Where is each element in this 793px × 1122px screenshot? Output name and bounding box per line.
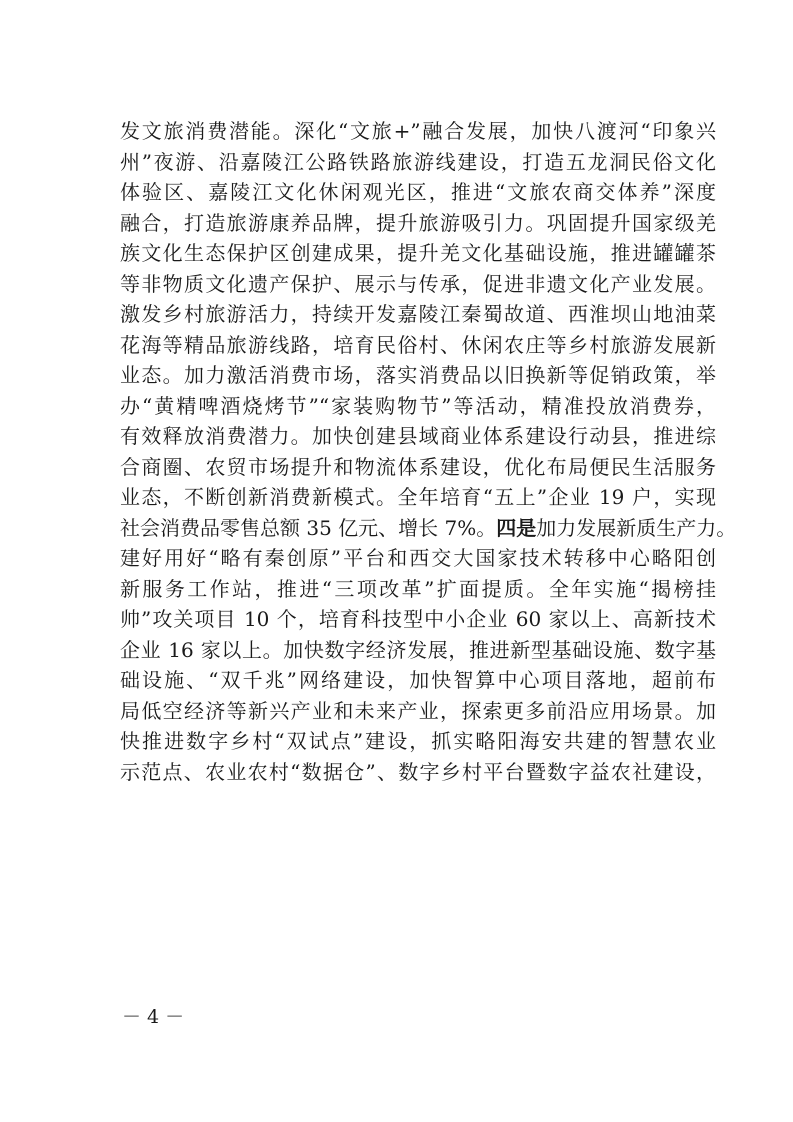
text-line: 局低空经济等新兴产业和未来产业，探索更多前沿应用场景。加 [120, 698, 716, 723]
text-line: 办“黄精啤酒烧烤节”“家装购物节”等活动，精准投放消费券， [120, 393, 716, 418]
text-segment: 社会消费品零售总额 35 亿元、增长 7%。 [120, 515, 497, 540]
text-line: 快推进数字乡村“双试点”建设，抓实略阳海安共建的智慧农业 [120, 729, 716, 753]
emphasis-text: 四是 [496, 515, 537, 540]
text-line: 有效释放消费潜力。加快创建县域商业体系建设行动县，推进综 [120, 424, 716, 448]
text-line: 企业 16 家以上。加快数字经济发展，推进新型基础设施、数字基 [120, 637, 716, 662]
text-line: 发文旅消费潜能。深化“文旅+”融合发展，加快八渡河“印象兴 [120, 119, 716, 143]
text-line-with-emphasis [120, 509, 737, 540]
text-line: 帅”攻关项目 10 个，培育科技型中小企业 60 家以上、高新技术 [120, 607, 716, 631]
text-line: 激发乡村旅游活力，持续开发嘉陵江秦蜀故道、西淮坝山地油菜 [120, 302, 716, 326]
page-number: － 4 － [122, 1006, 185, 1028]
text-line: 新服务工作站，推进“三项改革”扩面提质。全年实施“揭榜挂 [120, 576, 716, 601]
text-line: 体验区、嘉陵江文化休闲观光区，推进“文旅农商交体养”深度 [120, 180, 716, 204]
text-line: 融合，打造旅游康养品牌，提升旅游吸引力。巩固提升国家级羌 [120, 210, 716, 235]
text-line: 示范点、农业农村“数据仓”、数字乡村平台暨数字益农社建设， [120, 759, 716, 784]
text-line: 花海等精品旅游线路，培育民俗村、休闲农庄等乡村旅游发展新 [120, 332, 716, 357]
text-segment: 加力发展新质生产力。 [536, 515, 737, 540]
text-line: 族文化生态保护区创建成果，提升羌文化基础设施，推进罐罐茶 [120, 241, 716, 265]
text-line: 建好用好“略有秦创原”平台和西交大国家技术转移中心略阳创 [120, 546, 716, 570]
text-line: 州”夜游、沿嘉陵江公路铁路旅游线建设，打造五龙洞民俗文化 [120, 149, 716, 174]
text-line: 业态，不断创新消费新模式。全年培育“五上”企业 19 户，实现 [120, 485, 716, 509]
text-line: 业态。加力激活消费市场，落实消费品以旧换新等促销政策，举 [120, 363, 716, 387]
text-line: 础设施、“双千兆”网络建设，加快智算中心项目落地，超前布 [120, 668, 716, 692]
body-text [120, 112, 737, 784]
text-line: 合商圈、农贸市场提升和物流体系建设，优化布局便民生活服务 [120, 454, 716, 479]
text-line: 等非物质文化遗产保护、展示与传承，促进非遗文化产业发展。 [120, 271, 716, 296]
